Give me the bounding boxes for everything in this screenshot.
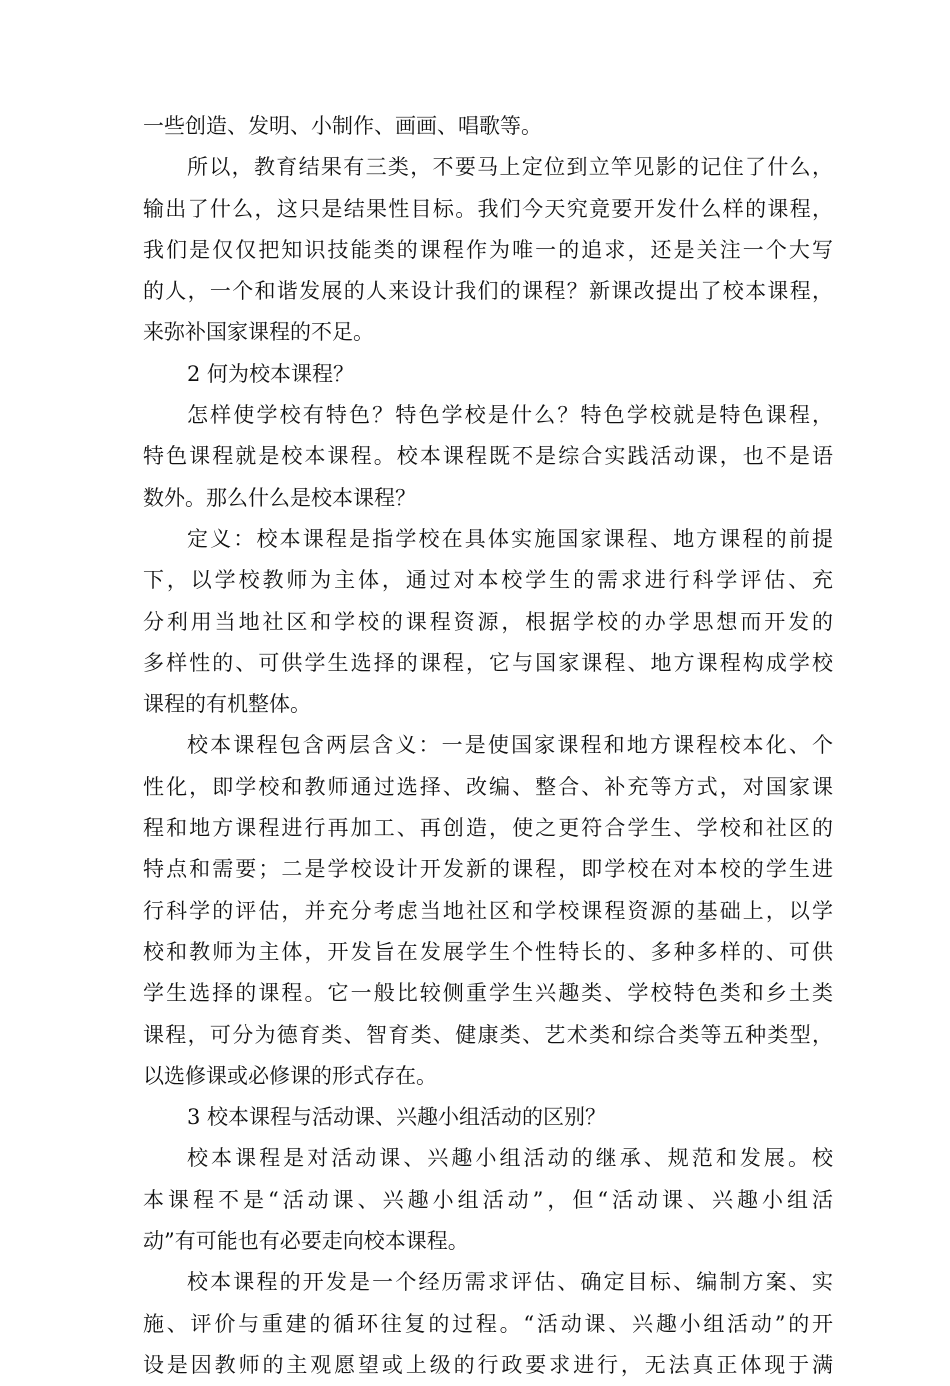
- text-line: 校本课程包含两层含义：一是使国家课程和地方课程校本化、个: [187, 733, 833, 758]
- text-line: 程和地方课程进行再加工、再创造，使之更符合学生、学校和社区的: [143, 816, 833, 841]
- section-heading: 3 校本课程与活动课、兴趣小组活动的区别？: [187, 1105, 607, 1130]
- text-line: 校本课程是对活动课、兴趣小组活动的继承、规范和发展。校: [187, 1146, 833, 1171]
- text-line: 课程的有机整体。: [143, 692, 311, 717]
- text-line: 施、评价与重建的循环往复的过程。“活动课、兴趣小组活动”的开: [143, 1311, 833, 1336]
- text-line: 动”有可能也有必要走向校本课程。: [143, 1229, 469, 1254]
- text-line: 多样性的、可供学生选择的课程，它与国家课程、地方课程构成学校: [143, 650, 833, 675]
- text-line: 下，以学校教师为主体，通过对本校学生的需求进行科学评估、充: [143, 568, 833, 593]
- text-line: 分利用当地社区和学校的课程资源，根据学校的办学思想而开发的: [143, 609, 833, 634]
- text-line: 校和教师为主体，开发旨在发展学生个性特长的、多种多样的、可供: [143, 939, 833, 964]
- text-line: 特色课程就是校本课程。校本课程既不是综合实践活动课，也不是语: [143, 444, 833, 469]
- document-body: [143, 106, 833, 1386]
- text-line: 所以，教育结果有三类，不要马上定位到立竿见影的记住了什么，: [187, 155, 833, 180]
- text-line: 特点和需要；二是学校设计开发新的课程，即学校在对本校的学生进: [143, 857, 833, 882]
- text-line: 设是因教师的主观愿望或上级的行政要求进行，无法真正体现于满: [143, 1352, 833, 1377]
- text-line: 性化，即学校和教师通过选择、改编、整合、补充等方式，对国家课: [143, 774, 833, 799]
- text-line: 校本课程的开发是一个经历需求评估、确定目标、编制方案、实: [187, 1270, 833, 1295]
- section-heading: 2 何为校本课程？: [187, 361, 355, 386]
- text-line: 的人，一个和谐发展的人来设计我们的课程？新课改提出了校本课程，: [143, 279, 833, 304]
- text-line: 数外。那么什么是校本课程？: [143, 485, 416, 510]
- text-line: 学生选择的课程。它一般比较侧重学生兴趣类、学校特色类和乡土类: [143, 981, 833, 1006]
- text-line: 以选修课或必修课的形式存在。: [143, 1063, 437, 1088]
- text-line: 本课程不是“活动课、兴趣小组活动”，但“活动课、兴趣小组活: [143, 1187, 833, 1212]
- text-line: 来弥补国家课程的不足。: [143, 320, 374, 345]
- text-line: 我们是仅仅把知识技能类的课程作为唯一的追求，还是关注一个大写: [143, 237, 833, 262]
- text-line: 行科学的评估，并充分考虑当地社区和学校课程资源的基础上，以学: [143, 898, 833, 923]
- text-line: 怎样使学校有特色？特色学校是什么？特色学校就是特色课程，: [187, 403, 833, 428]
- text-line: 课程，可分为德育类、智育类、健康类、艺术类和综合类等五种类型，: [143, 1022, 833, 1047]
- text-line: 输出了什么，这只是结果性目标。我们今天究竟要开发什么样的课程，: [143, 196, 833, 221]
- text-line: 一些创造、发明、小制作、画画、唱歌等。: [143, 114, 542, 138]
- text-line: 定义：校本课程是指学校在具体实施国家课程、地方课程的前提: [187, 526, 833, 551]
